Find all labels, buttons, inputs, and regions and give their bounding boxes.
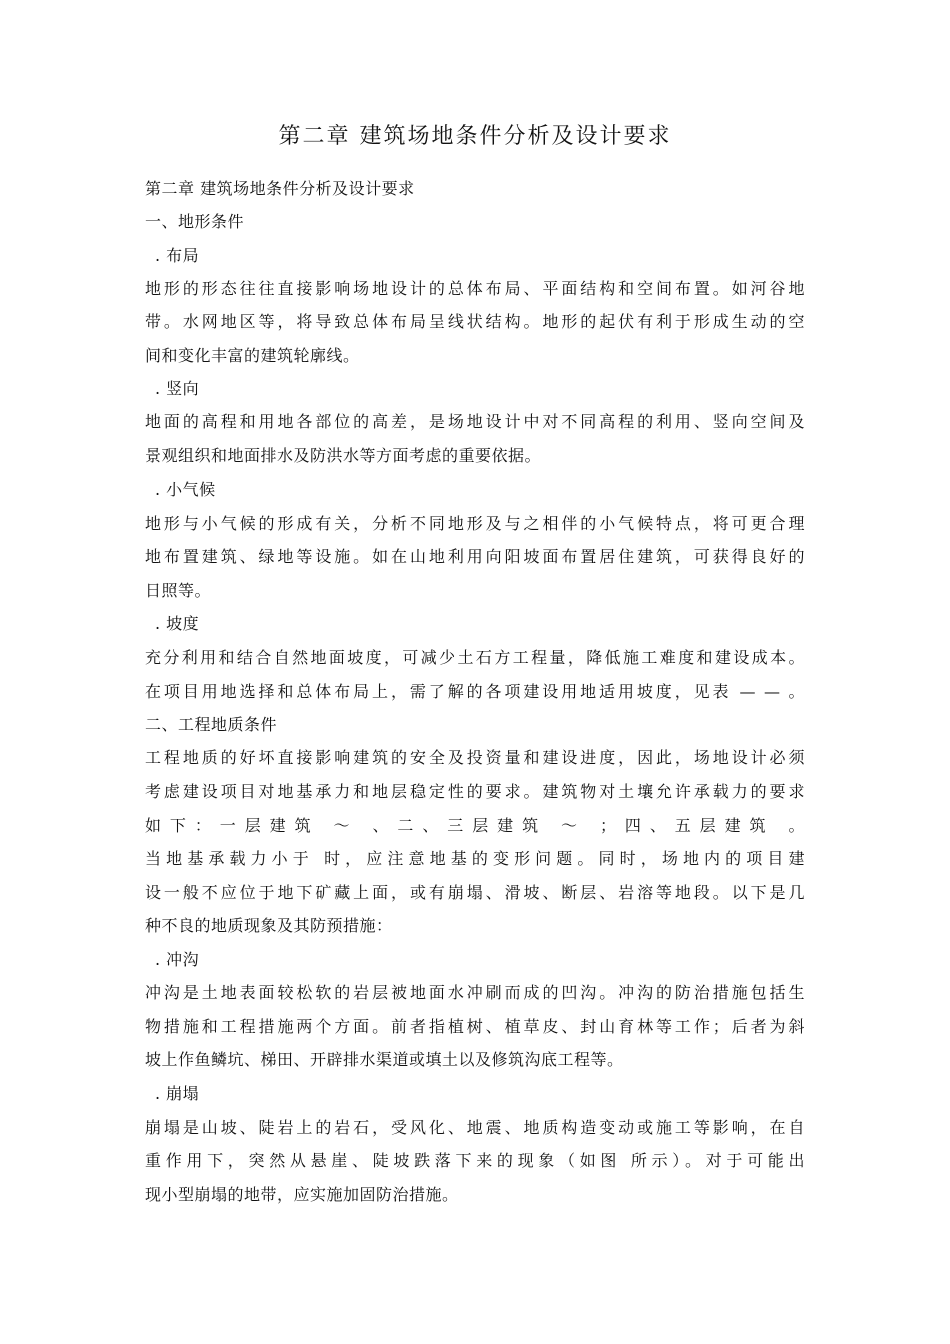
paragraph-line: 间和变化丰富的建筑轮廓线。: [145, 346, 360, 365]
paragraph-line: 冲沟是土地表面较松软的岩层被地面水冲刷而成的凹沟。冲沟的防治措施包括生: [145, 983, 805, 1002]
paragraph-line: 重作用下，突然从悬崖、陡坡跌落下来的现象（如图 所示）。对于可能出: [145, 1151, 805, 1170]
paragraph-line: 工程地质的好坏直接影响建筑的安全及投资量和建设进度，因此，场地设计必须: [145, 748, 805, 767]
paragraph-line: 日照等。: [145, 581, 212, 600]
paragraph-line: 充分利用和结合自然地面坡度，可减少土石方工程量，降低施工难度和建设成本。: [145, 648, 805, 667]
section-heading-geology: 二、工程地质条件: [145, 715, 278, 734]
chapter-heading: 第二章 建筑场地条件分析及设计要求: [145, 179, 415, 198]
subheading-collapse: . 崩塌: [155, 1084, 200, 1103]
paragraph-line: 地布置建筑、绿地等设施。如在山地利用向阳坡面布置居住建筑，可获得良好的: [145, 547, 805, 566]
paragraph-line: 地形的形态往往直接影响场地设计的总体布局、平面结构和空间布置。如河谷地: [145, 279, 805, 298]
paragraph-line: 物措施和工程措施两个方面。前者指植树、植草皮、封山育林等工作；后者为斜: [145, 1017, 805, 1036]
subheading-layout: . 布局: [155, 246, 200, 265]
paragraph-line: 地面的高程和用地各部位的高差，是场地设计中对不同高程的利用、竖向空间及: [145, 412, 805, 431]
paragraph-line: 景观组织和地面排水及防洪水等方面考虑的重要依据。: [145, 446, 542, 465]
page-title: 第二章 建筑场地条件分析及设计要求: [278, 124, 672, 149]
paragraph-line: 考虑建设项目对地基承力和地层稳定性的要求。建筑物对土壤允许承载力的要求: [145, 782, 805, 801]
paragraph-line: 坡上作鱼鳞坑、梯田、开辟排水渠道或填土以及修筑沟底工程等。: [145, 1050, 624, 1069]
section-heading-terrain: 一、地形条件: [145, 212, 245, 231]
subheading-microclimate: . 小气候: [155, 480, 216, 499]
paragraph-line: 当地基承载力小于 时，应注意地基的变形问题。同时，场地内的项目建: [145, 849, 805, 868]
paragraph-line: 在项目用地选择和总体布局上，需了解的各项建设用地适用坡度，见表 — — 。: [145, 682, 805, 701]
paragraph-line: 现小型崩塌的地带，应实施加固防治措施。: [145, 1185, 459, 1204]
subheading-gully: . 冲沟: [155, 950, 200, 969]
paragraph-line: 种不良的地质现象及其防预措施：: [145, 916, 393, 935]
subheading-slope: . 坡度: [155, 614, 200, 633]
paragraph-line: 地形与小气候的形成有关，分析不同地形及与之相伴的小气候特点，将可更合理: [145, 514, 805, 533]
paragraph-line: 设一般不应位于地下矿藏上面，或有崩塌、滑坡、断层、岩溶等地段。以下是几: [145, 883, 805, 902]
paragraph-line: 带。水网地区等，将导致总体布局呈线状结构。地形的起伏有利于形成生动的空: [145, 312, 805, 331]
paragraph-line: 如下：一层建筑 ～ 、二、三层建筑 ～ ；四、五层建筑 。: [145, 816, 805, 835]
subheading-vertical: . 竖向: [155, 379, 200, 398]
paragraph-line: 崩塌是山坡、陡岩上的岩石，受风化、地震、地质构造变动或施工等影响，在自: [145, 1118, 805, 1137]
